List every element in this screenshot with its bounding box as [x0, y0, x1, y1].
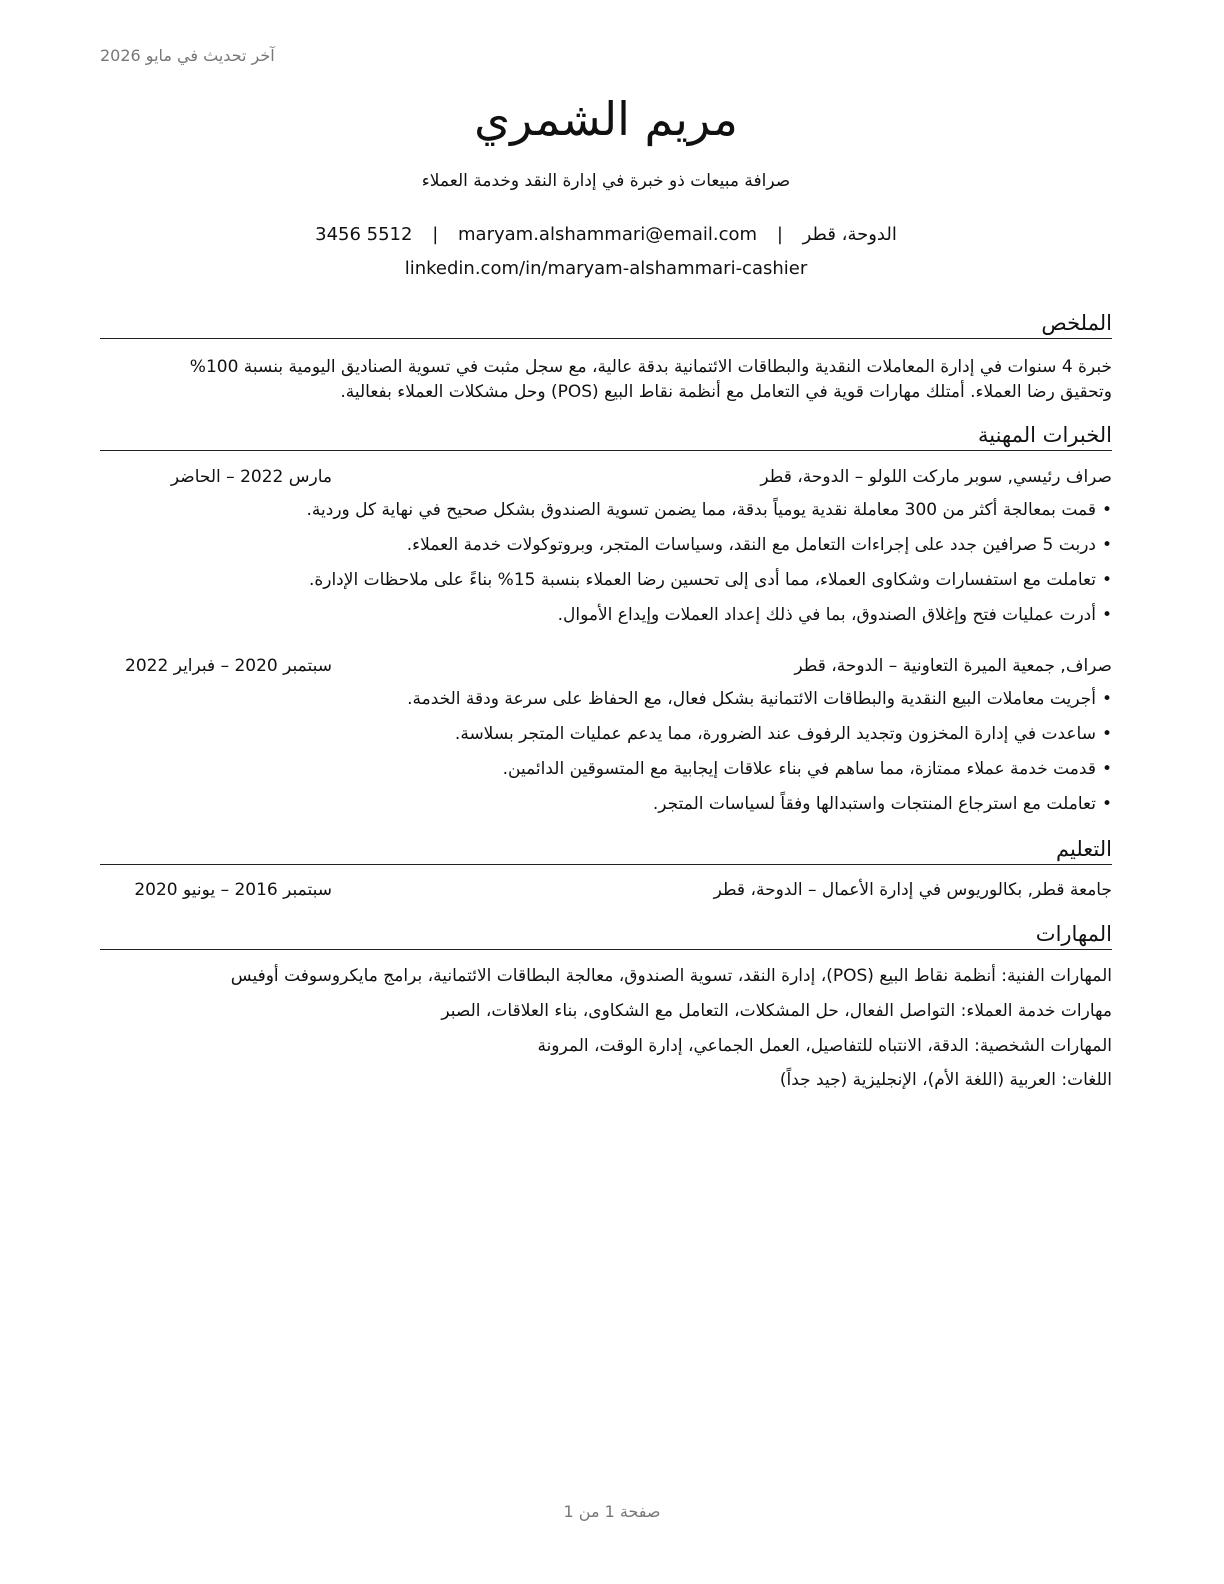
job-bullet: • تعاملت مع استفسارات وشكاوى العملاء، مما أدى إلى تحسين رضا العملاء بنسبة 15% بناءً على ملاحظات الإدارة. [100, 568, 1112, 603]
section-title-experience: الخبرات المهنية [100, 422, 1112, 451]
job-dates: مارس 2022 – الحاضر [170, 467, 332, 487]
education-degree: جامعة قطر, بكالوريوس في إدارة الأعمال – الدوحة، قطر [713, 880, 1112, 900]
candidate-tagline: صرافة مبيعات ذو خبرة في إدارة النقد وخدمة العملاء [421, 171, 791, 191]
candidate-name: مريم الشمري [474, 92, 738, 146]
education-dates: سبتمبر 2016 – يونيو 2020 [134, 880, 332, 900]
summary-line: خبرة 4 سنوات في إدارة المعاملات النقدية والبطاقات الائتمانية بدقة عالية، مع سجل مثبت في تسوية الصناديق اليومية بنسبة 100% [189, 357, 1112, 377]
job-bullet: • قمت بمعالجة أكثر من 300 معاملة نقدية يومياً بدقة، مما يضمن تسوية الصندوق بشكل صحيح في نهاية كل وردية. [100, 498, 1112, 533]
job-bullet: • تعاملت مع استرجاع المنتجات واستبدالها وفقاً لسياسات المتجر. [100, 792, 1112, 827]
skills-customer-service: مهارات خدمة العملاء: التواصل الفعال، حل المشكلات، التعامل مع الشكاوى، بناء العلاقات، الصبر [441, 1001, 1112, 1021]
contact-phone: 3456 5512 [315, 224, 413, 245]
contact-line [100, 224, 1112, 245]
skills-languages: اللغات: العربية (اللغة الأم)، الإنجليزية (جيد جداً) [779, 1070, 1112, 1090]
contact-linkedin[interactable]: linkedin.com/in/maryam-alshammari-cashier [404, 258, 808, 279]
page-number: صفحة 1 من 1 [563, 1502, 661, 1521]
skills-personal: المهارات الشخصية: الدقة، الانتباه للتفاصيل، العمل الجماعي، إدارة الوقت، المرونة [537, 1036, 1112, 1056]
section-title-skills: المهارات [100, 921, 1112, 950]
job-dates: سبتمبر 2020 – فبراير 2022 [125, 656, 332, 676]
job-header [100, 467, 1112, 491]
skills-technical: المهارات الفنية: أنظمة نقاط البيع (POS)، إدارة النقد، تسوية الصندوق، معالجة البطاقات الائتمانية، برامج مايكروسوفت أوفيس [230, 966, 1112, 986]
job-bullet: • أدرت عمليات فتح وإغلاق الصندوق، بما في ذلك إعداد العملات وإيداع الأموال. [100, 603, 1112, 638]
job-title: صراف, جمعية الميرة التعاونية – الدوحة، قطر [794, 656, 1112, 676]
job-bullets [100, 498, 1112, 638]
job-bullet: • قدمت خدمة عملاء ممتازة، مما ساهم في بناء علاقات إيجابية مع المتسوقين الدائمين. [100, 757, 1112, 792]
last-updated-note: آخر تحديث في مايو 2026 [100, 46, 275, 65]
summary-line: وتحقيق رضا العملاء. أمتلك مهارات قوية في التعامل مع أنظمة نقاط البيع (POS) وحل مشكلات العملاء بفعالية. [340, 382, 1112, 402]
summary-text [100, 355, 1112, 405]
contact-separator: | [776, 224, 783, 245]
education-entry [100, 880, 1112, 904]
job-bullet: • دربت 5 صرافين جدد على إجراءات التعامل مع النقد، وسياسات المتجر، وبروتوكولات خدمة العملاء. [100, 533, 1112, 568]
job-header [100, 656, 1112, 680]
contact-email[interactable]: maryam.alshammari@email.com [458, 224, 758, 245]
contact-location: الدوحة، قطر [802, 224, 897, 245]
job-bullet: • ساعدت في إدارة المخزون وتجديد الرفوف عند الضرورة، مما يدعم عمليات المتجر بسلاسة. [100, 722, 1112, 757]
section-title-education: التعليم [100, 836, 1112, 865]
job-bullets [100, 687, 1112, 827]
contact-separator: | [432, 224, 439, 245]
section-title-summary: الملخص [100, 310, 1112, 339]
job-title: صراف رئيسي, سوبر ماركت اللولو – الدوحة، قطر [760, 467, 1112, 487]
job-bullet: • أجريت معاملات البيع النقدية والبطاقات الائتمانية بشكل فعال، مع الحفاظ على سرعة ودقة الخدمة. [100, 687, 1112, 722]
